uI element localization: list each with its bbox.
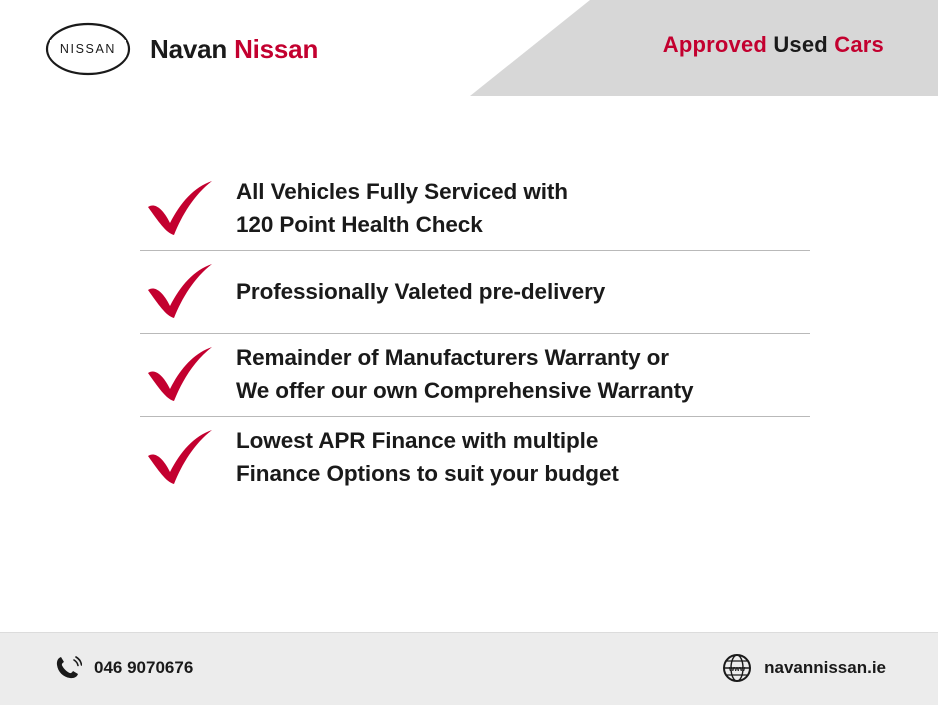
approved-word: Approved [662, 32, 774, 57]
phone-number: 046 9070676 [94, 658, 194, 677]
red-check-icon [140, 264, 236, 320]
used-word: Used [773, 32, 835, 57]
svg-text:www: www [728, 666, 746, 673]
feature-item [140, 168, 810, 250]
dealer-name-nissan: Nissan [234, 33, 319, 64]
feature-line-2: Finance Options to suit your budget [236, 461, 619, 486]
dealer-name [150, 34, 318, 65]
feature-item [140, 416, 810, 499]
main-content [0, 96, 938, 632]
feature-item [140, 333, 810, 416]
feature-line-1: Remainder of Manufacturers Warranty or [236, 345, 669, 371]
red-check-icon [140, 181, 236, 237]
globe-icon [722, 653, 752, 683]
feature-line-2: 120 Point Health Check [236, 212, 483, 237]
feature-text [236, 176, 568, 241]
nissan-logo-icon [44, 20, 132, 78]
feature-line-2: We offer our own Comprehensive Warranty [236, 378, 694, 403]
website-contact[interactable] [722, 653, 886, 683]
brand-block [44, 20, 318, 78]
feature-line-1: Professionally Valeted pre-delivery [236, 278, 606, 304]
svg-text:NISSAN: NISSAN [59, 42, 117, 56]
approved-used-cars-tag [663, 32, 884, 58]
red-check-icon [140, 430, 236, 486]
feature-text [236, 425, 619, 490]
feature-text [236, 342, 693, 407]
feature-text [236, 276, 605, 309]
feature-list [140, 168, 810, 499]
website-address: navannissan.ie [764, 658, 886, 677]
red-check-icon [140, 347, 236, 403]
phone-icon [52, 653, 82, 683]
feature-line-1: Lowest APR Finance with multiple [236, 428, 599, 454]
page-header [0, 0, 938, 96]
feature-item [140, 250, 810, 333]
dealer-name-navan: Navan [150, 33, 235, 64]
feature-line-1: All Vehicles Fully Serviced with [236, 179, 568, 205]
page-footer [0, 632, 938, 705]
phone-contact[interactable] [52, 653, 193, 683]
cars-word: Cars [834, 32, 884, 57]
